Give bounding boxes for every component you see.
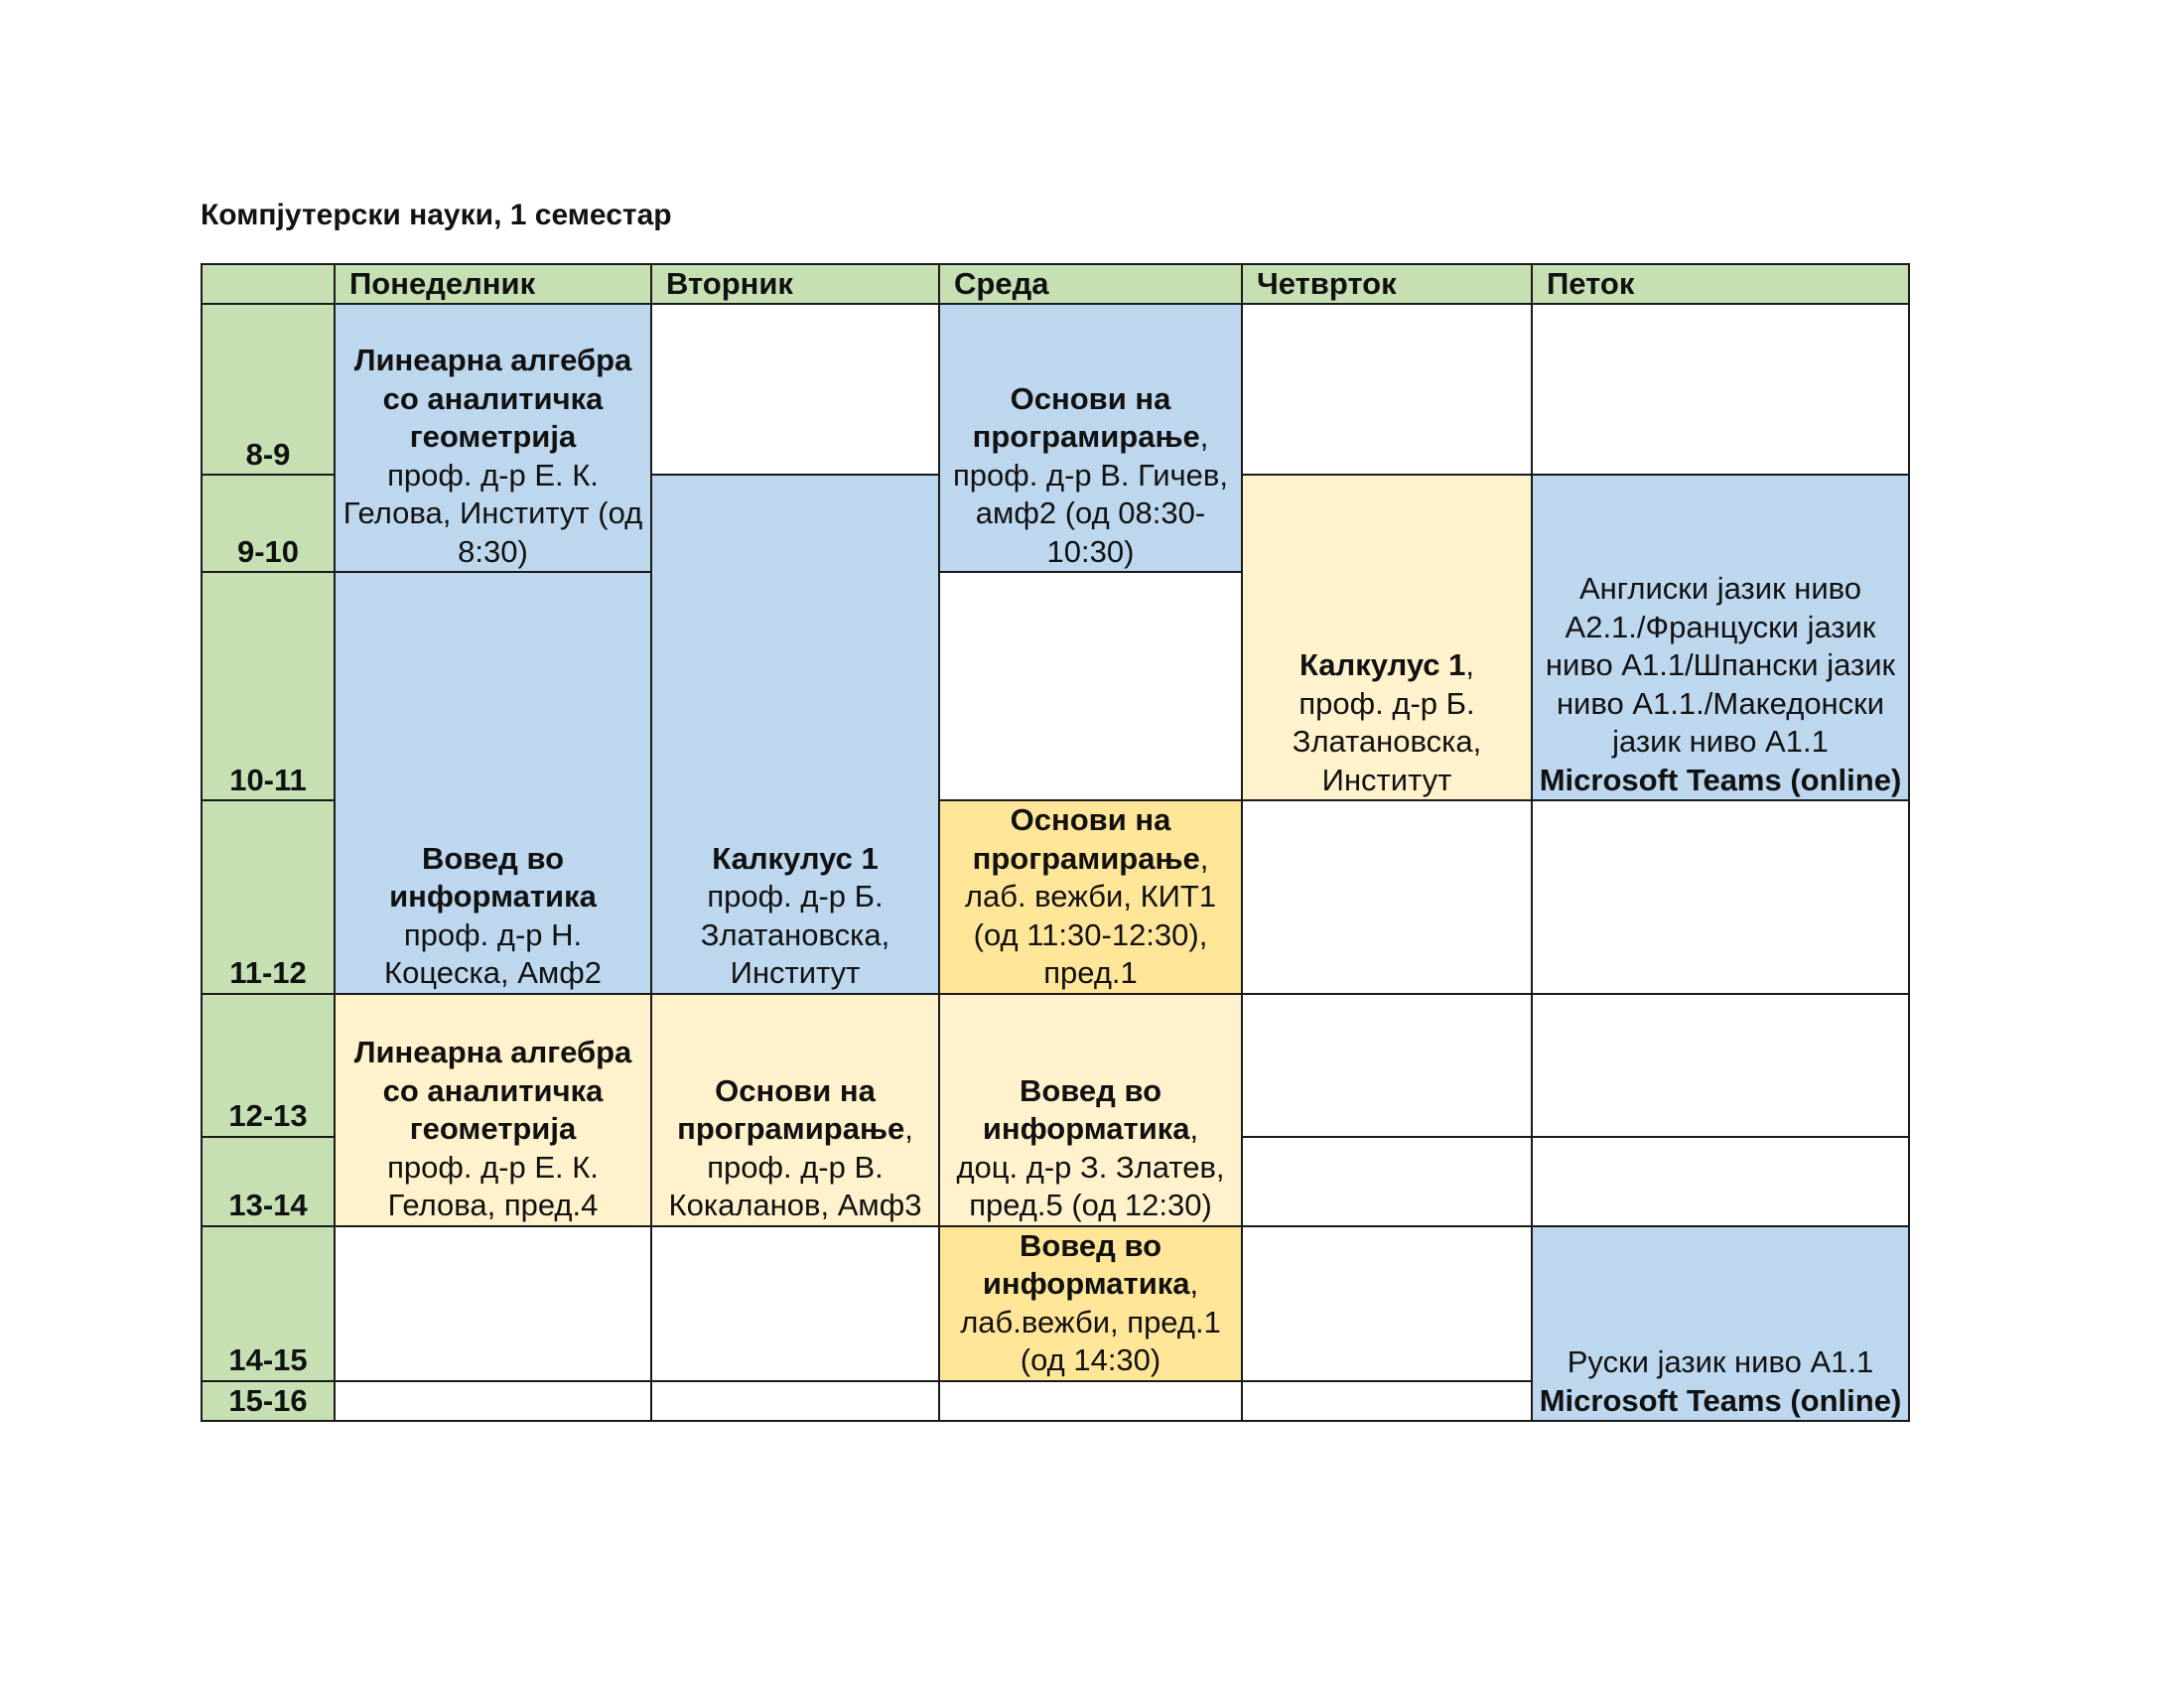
header-corner: [202, 264, 335, 304]
class-cell-fri-russian: [1532, 1226, 1909, 1422]
course-name: Вовед во информатика: [982, 1072, 1190, 1146]
course-details: проф. д-р В. Гичев, амф2 (од 08:30-10:30): [952, 457, 1228, 569]
day-header-friday: Петок: [1532, 264, 1909, 304]
time-label: 12-13: [202, 994, 335, 1137]
course-name: Основи на програмирање: [972, 380, 1200, 454]
time-row-12-13: [202, 994, 1909, 1137]
course-name: Калкулус 1: [712, 840, 879, 876]
header-row: [202, 264, 1909, 304]
empty-cell: [1242, 1226, 1532, 1381]
time-label: 13-14: [202, 1137, 335, 1226]
course-name: Основи на програмирање: [677, 1072, 905, 1146]
course-separator: ,: [1189, 1266, 1199, 1301]
course-separator: ,: [1189, 1111, 1199, 1146]
time-row-8-9: [202, 304, 1909, 475]
course-details: Англиски јазик ниво А2.1./Француски јазик ниво А1.1/Шпански јазик ниво А1.1./Македонски јазик ниво А1.1: [1545, 571, 1896, 759]
time-row-14-15: [202, 1226, 1909, 1381]
empty-cell: [335, 1226, 651, 1381]
course-details: проф. д-р В. Кокаланов, Амф3: [668, 1149, 922, 1222]
class-cell-tue-calculus: [651, 475, 939, 994]
course-name: Вовед во информатика: [982, 1227, 1190, 1301]
class-cell-mon-linear-algebra-2: [335, 994, 651, 1226]
empty-cell: [939, 1381, 1242, 1422]
course-name: Вовед во информатика: [389, 840, 597, 914]
day-header-tuesday: Вторник: [651, 264, 939, 304]
empty-cell: [1242, 800, 1532, 994]
course-details: доц. д-р З. Златев, пред.5 (од 12:30): [956, 1149, 1225, 1222]
time-label: 15-16: [202, 1381, 335, 1422]
class-cell-tue-programming: [651, 994, 939, 1226]
course-details: проф. д-р Б. Златановска, Институт: [700, 879, 890, 990]
empty-cell: [335, 1381, 651, 1422]
course-separator: ,: [1465, 647, 1475, 682]
empty-cell: [1532, 800, 1909, 994]
class-cell-thu-calculus: [1242, 475, 1532, 800]
day-header-monday: Понеделник: [335, 264, 651, 304]
class-cell-wed-programming-lab: [939, 800, 1242, 994]
course-separator: ,: [1199, 419, 1209, 454]
empty-cell: [1242, 304, 1532, 475]
course-platform: Microsoft Teams (online): [1539, 762, 1902, 797]
course-details: проф. д-р Е. К. Гелова, Институт (од 8:30): [342, 457, 643, 569]
course-details: Руски јазик ниво А1.1: [1567, 1344, 1874, 1379]
day-header-thursday: Четврток: [1242, 264, 1532, 304]
class-cell-wed-programming: [939, 304, 1242, 572]
empty-cell: [1532, 994, 1909, 1137]
class-cell-mon-linear-algebra: [335, 304, 651, 572]
empty-cell: [651, 1381, 939, 1422]
empty-cell: [1242, 994, 1532, 1137]
course-details: лаб. вежби, КИТ1 (од 11:30-12:30), пред.1: [964, 879, 1217, 990]
schedule-table: [201, 263, 1910, 1422]
empty-cell: [651, 304, 939, 475]
class-cell-fri-languages: [1532, 475, 1909, 800]
course-name: Линеарна алгебра со аналитичка геометрија: [353, 1035, 632, 1146]
course-details: лаб.вежби, пред.1 (од 14:30): [960, 1304, 1221, 1377]
empty-cell: [1242, 1137, 1532, 1226]
class-cell-wed-informatics: [939, 994, 1242, 1226]
course-details: проф. д-р Н. Коцеска, Амф2: [384, 916, 602, 990]
page-title: Компјутерски науки, 1 семестар: [201, 199, 672, 231]
empty-cell: [1242, 1381, 1532, 1422]
course-platform: Microsoft Teams (online): [1539, 1382, 1902, 1418]
empty-cell: [1532, 1137, 1909, 1226]
time-label: 9-10: [202, 475, 335, 572]
course-name: Калкулус 1: [1298, 647, 1466, 682]
day-header-wednesday: Среда: [939, 264, 1242, 304]
empty-cell: [1532, 304, 1909, 475]
time-label: 11-12: [202, 800, 335, 994]
time-label: 10-11: [202, 572, 335, 800]
course-details: проф. д-р Е. К. Гелова, пред.4: [387, 1149, 599, 1222]
class-cell-wed-informatics-lab: [939, 1226, 1242, 1381]
time-label: 14-15: [202, 1226, 335, 1381]
class-cell-mon-informatics: [335, 572, 651, 994]
empty-cell: [939, 572, 1242, 800]
time-label: 8-9: [202, 304, 335, 475]
course-details: проф. д-р Б. Златановска, Институт: [1292, 685, 1482, 797]
course-name: Линеарна алгебра со аналитичка геометрија: [353, 343, 632, 454]
course-separator: ,: [1199, 840, 1209, 876]
empty-cell: [651, 1226, 939, 1381]
course-separator: ,: [904, 1111, 913, 1146]
course-name: Основи на програмирање: [972, 802, 1200, 876]
